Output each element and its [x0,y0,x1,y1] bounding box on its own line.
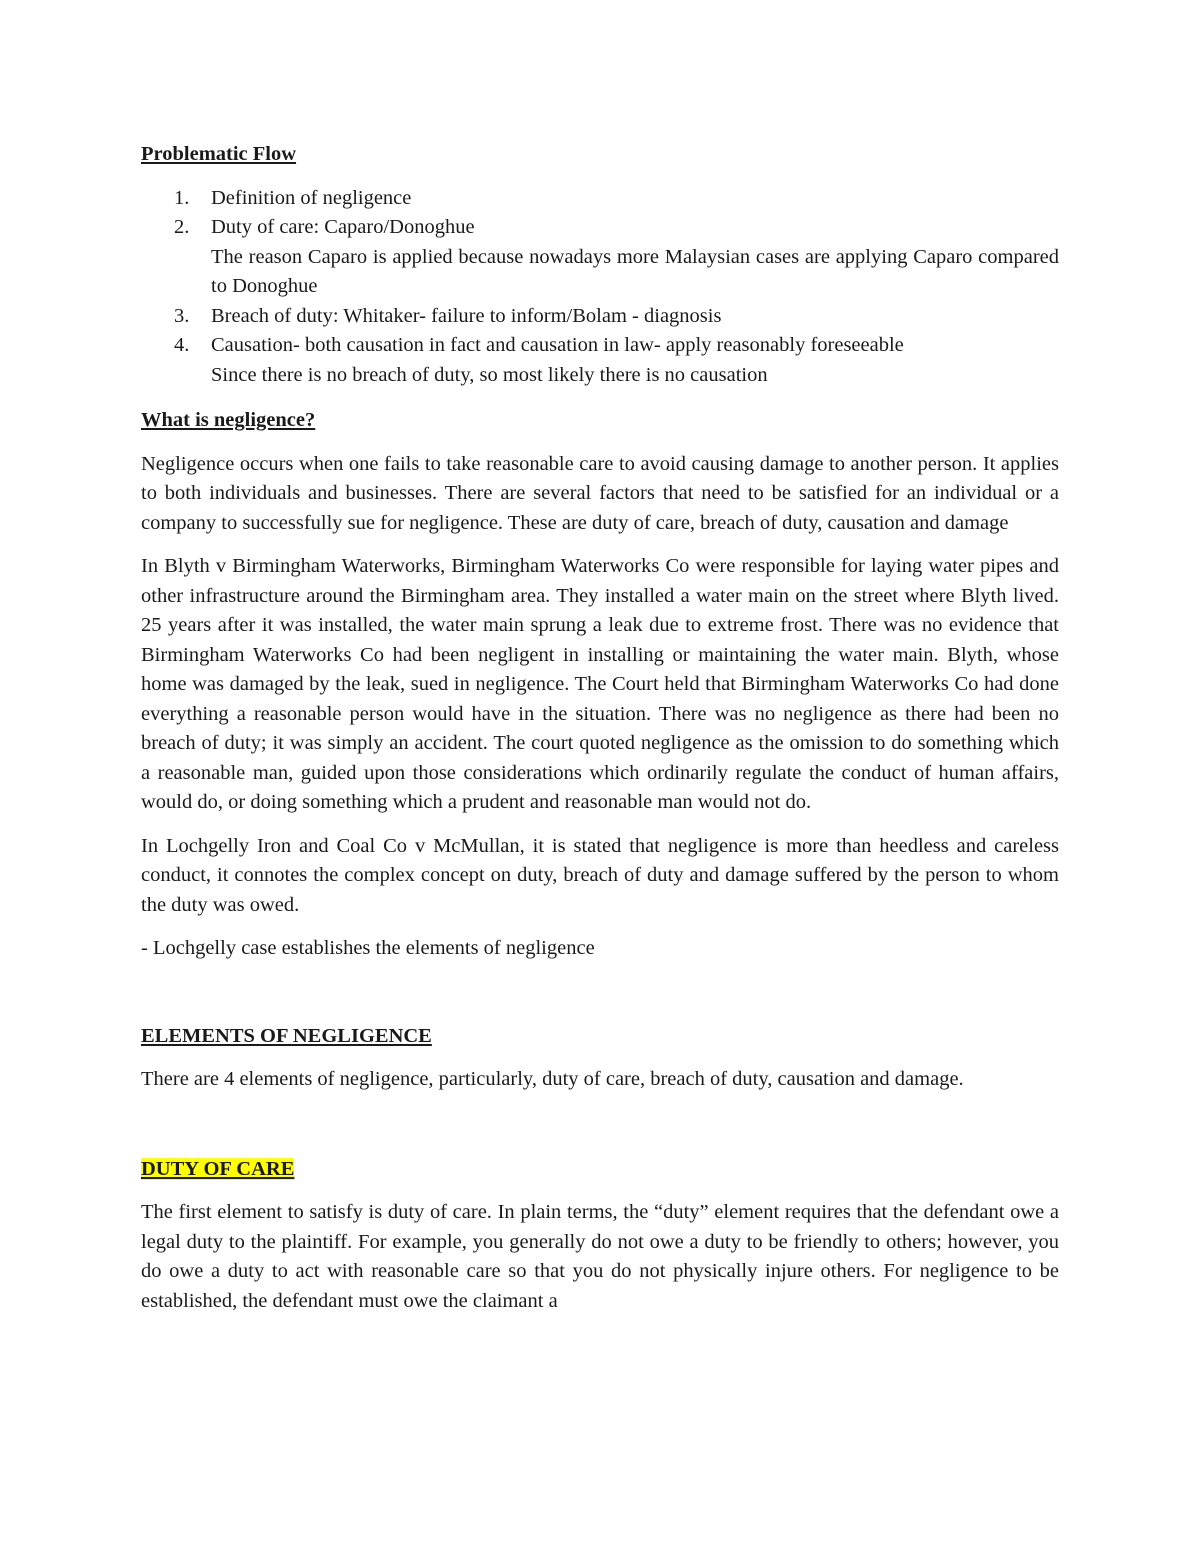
list-item-note: The reason Caparo is applied because nowadays more Malaysian cases are applying Caparo compared to Donoghue [211,245,1059,297]
list-item [141,331,1059,390]
paragraph-negligence-definition: Negligence occurs when one fails to take reasonable care to avoid causing damage to another person. It applies to both individuals and businesses. There are several factors that need to be satisfied for an individual or a company to successfully sue for negligence. These are duty of care, breach of duty, causation and damage [141,452,1059,534]
heading-what-is-negligence: What is negligence? [141,409,316,431]
spacer [141,978,1059,1022]
highlighted-heading-text: DUTY OF CARE [141,1157,295,1180]
heading-elements-of-negligence: ELEMENTS OF NEGLIGENCE [141,1024,432,1047]
list-item [141,302,1059,332]
spacer [141,1109,1059,1155]
heading-duty-of-care [141,1155,1059,1185]
problematic-flow-list [141,184,1059,391]
list-number: 4. [174,334,190,356]
paragraph-duty-of-care: The first element to satisfy is duty of care. In plain terms, the “duty” element requires that the defendant owe a legal duty to the plaintiff. For example, you generally do not owe a duty to be friendly to others; however, you do owe a duty to act with reasonable care so that you do not physically injure others. For negligence to be established, the defendant must owe the claimant a [141,1201,1059,1312]
list-item [141,184,1059,214]
paragraph-lochgelly-case: In Lochgelly Iron and Coal Co v McMullan, it is stated that negligence is more than heedless and careless conduct, it connotes the complex concept on duty, breach of duty and damage suffered by the person to whom the duty was owed. [141,834,1059,916]
list-item-text: Definition of negligence [211,186,412,209]
paragraph-lochgelly-note: - Lochgelly case establishes the elements of negligence [141,937,595,959]
list-item-note: Since there is no breach of duty, so most likely there is no causation [211,363,768,386]
paragraph-blyth-case: In Blyth v Birmingham Waterworks, Birmingham Waterworks Co were responsible for laying water pipes and other infrastructure around the Birmingham area. They installed a water main on the street where Blyth lived. 25 years after it was installed, the water main sprung a leak due to extreme frost. There was no evidence that Birmingham Waterworks Co had been negligent in installing or maintaining the water main. Blyth, whose home was damaged by the leak, sued in negligence. The Court held that Birmingham Waterworks Co had done everything a reasonable person would have in the situation. There was no negligence as there had been no breach of duty; it was simply an accident. The court quoted negligence as the omission to do something which a reasonable man, guided upon those considerations which ordinarily regulate the conduct of human affairs, would do, or doing something which a prudent and reasonable man would not do. [141,555,1059,813]
list-item-text: Breach of duty: Whitaker- failure to inform/Bolam - diagnosis [211,304,722,327]
list-number: 2. [174,216,190,238]
list-item-text: Duty of care: Caparo/Donoghue [211,216,475,238]
heading-problematic-flow: Problematic Flow [141,143,297,165]
list-number: 3. [174,304,190,327]
paragraph-elements: There are 4 elements of negligence, particularly, duty of care, breach of duty, causation and damage. [141,1068,964,1090]
document-page [141,140,1059,1330]
list-number: 1. [174,186,190,209]
list-item-text: Causation- both causation in fact and causation in law- apply reasonably foreseeable [211,334,904,356]
list-item [141,213,1059,302]
